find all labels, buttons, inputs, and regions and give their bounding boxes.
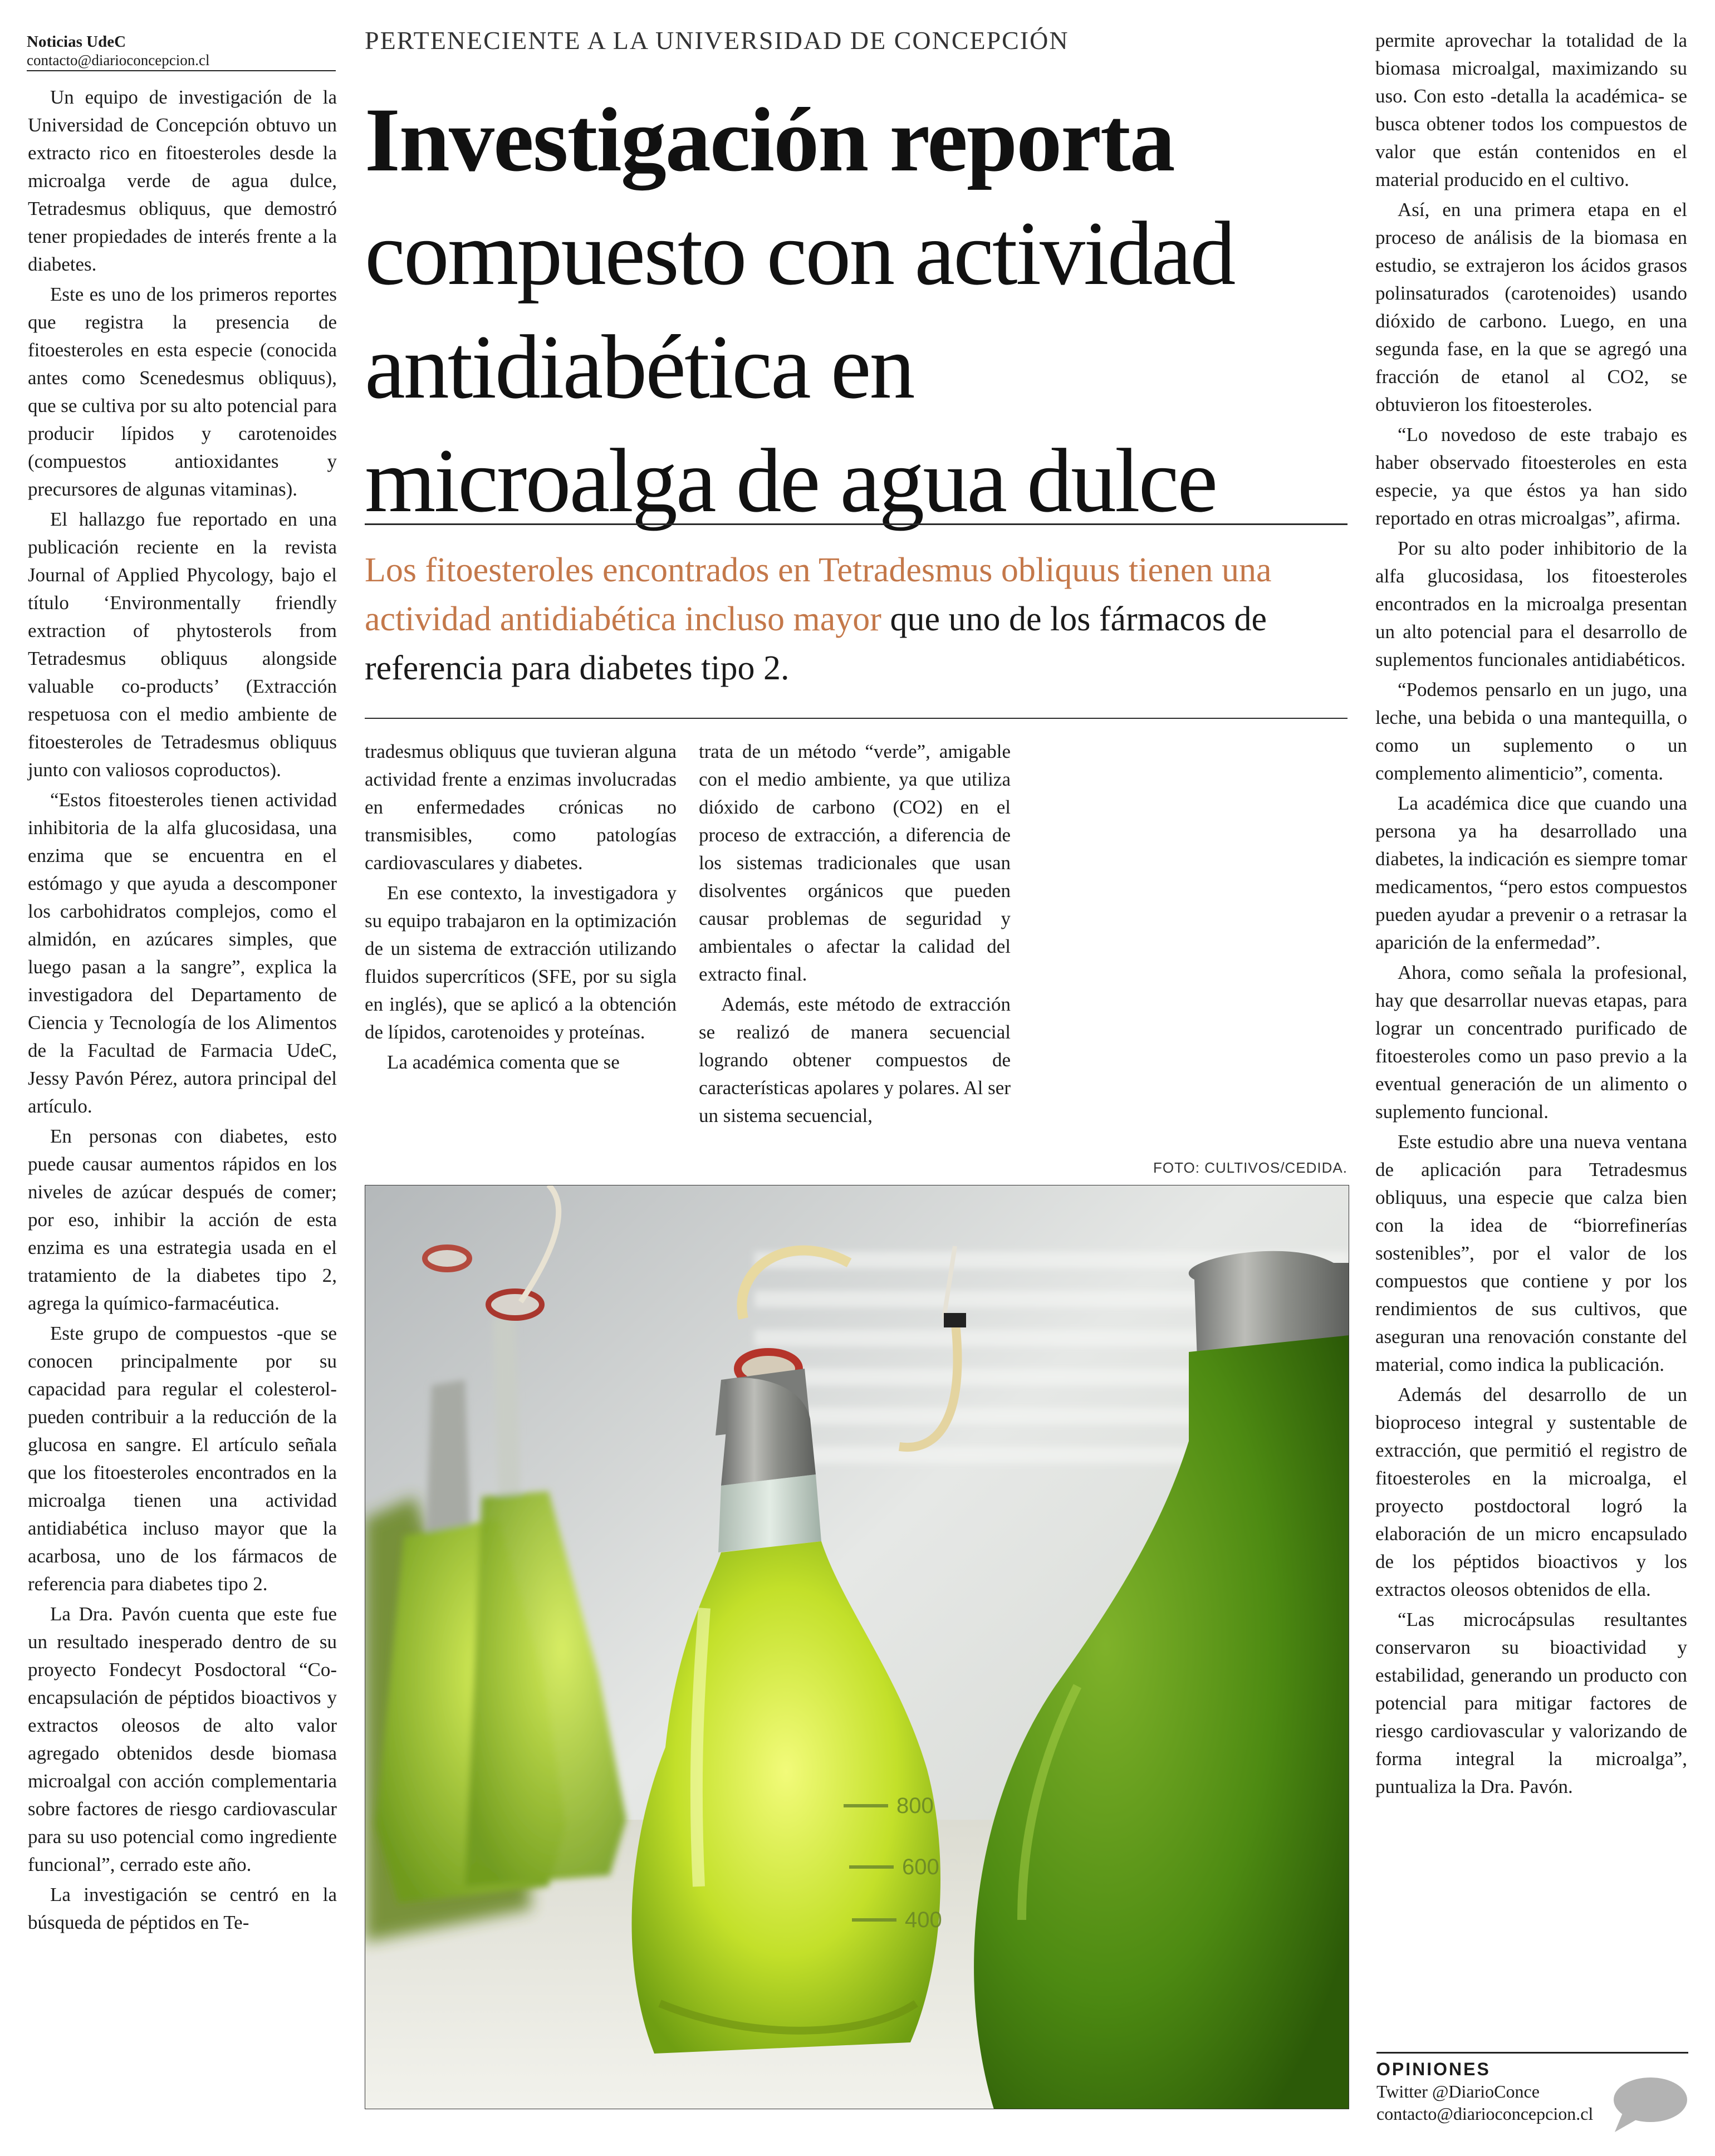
- paragraph: La académica comenta que se: [387, 1051, 620, 1073]
- flask-label-400: 400: [905, 1908, 942, 1932]
- headline: [365, 84, 1361, 538]
- deck-bottom-rule: [365, 718, 1347, 719]
- headline-line-1: Investigación reporta: [365, 90, 1174, 190]
- speech-bubble-icon: [1610, 2074, 1688, 2135]
- masthead-email[interactable]: contacto@diarioconcepcion.cl: [27, 52, 210, 68]
- body-column-middle-1: [365, 738, 677, 1079]
- paragraph: La académica dice que cuando una persona ya ha desarrollado una diabetes, la indicación es siempre tomar medicamentos, “pero estos compuestos pueden ayudar a prevenir o a retrasar la aparición de la enfermedad”.: [1375, 792, 1687, 953]
- section-name: Noticias UdeC: [27, 33, 126, 51]
- paragraph: Este es uno de los primeros reportes que registra la presencia de fitoesteroles en esta especie (conocida antes como Scenedesmus obliquus), que se cultiva por su alto potencial para producir lípidos y carotenoides (compuestos antioxidantes y precursores de algunas vitaminas).: [28, 283, 337, 500]
- headline-line-3: antidiabética en: [365, 317, 914, 418]
- paragraph: “Las microcápsulas resultantes conservaron su bioactividad y estabilidad, generando un producto con potencial para mitigar factores de riesgo cardiovascular y valorizando de forma integral la microalga”, puntualiza la Dra. Pavón.: [1375, 1609, 1687, 1797]
- paragraph: La Dra. Pavón cuenta que este fue un resultado inesperado dentro de su proyecto Fondecyt Posdoctoral “Co-encapsulación de péptidos bioactivos y extractos oleosos de alto valor agregado obtenidos desde biomasa microalgal con acción complementaria sobre factores de riesgo cardiovascular para su uso potencial como ingrediente funcional”, cerrado este año.: [28, 1603, 337, 1875]
- deck-rest: que uno de los fármacos de referencia para diabetes tipo 2.: [365, 600, 1267, 687]
- deck-top-rule: [365, 523, 1347, 525]
- headline-line-4: microalga de agua dulce: [365, 430, 1217, 531]
- deck: [365, 546, 1361, 693]
- deck-highlight: Los fitoesteroles encontrados en Tetradesmus obliquus tienen una actividad antidiabética incluso mayor: [365, 551, 1272, 638]
- masthead: [27, 32, 336, 71]
- opinion-email[interactable]: contacto@diarioconcepcion.cl: [1376, 2104, 1594, 2124]
- headline-line-2: compuesto con actividad: [365, 203, 1234, 304]
- masthead-rule: [27, 70, 336, 71]
- paragraph: Un equipo de investigación de la Universidad de Concepción obtuvo un extracto rico en fitoesteroles desde la microalga verde de agua dulce, Tetradesmus obliquus, que demostró tener propiedades de interés frente a la diabetes.: [28, 86, 337, 275]
- paragraph: La investigación se centró en la búsqueda de péptidos en Te-: [28, 1884, 337, 1933]
- opinion-box: [1376, 2052, 1688, 2125]
- opinion-rule: [1376, 2052, 1688, 2054]
- flask-label-600: 600: [902, 1855, 939, 1879]
- opinion-twitter[interactable]: Twitter @DiarioConce: [1376, 2081, 1540, 2101]
- paragraph: trata de un método “verde”, amigable con el medio ambiente, ya que utiliza dióxido de carbono (CO2) en el proceso de extracción, a diferencia de los sistemas tradicionales que usan disolventes orgánicos que pueden causar problemas de seguridad y ambientales o afectar la calidad del extracto final.: [699, 741, 1011, 985]
- kicker: PERTENECIENTE A LA UNIVERSIDAD DE CONCEPCIÓN: [365, 26, 1069, 55]
- paragraph: permite aprovechar la totalidad de la biomasa microalgal, maximizando su uso. Con esto -detalla la académica- se busca obtener todos los compuestos de valor que están contenidos en el material producido en el cultivo.: [1375, 30, 1687, 190]
- paragraph: Este grupo de compuestos -que se conocen principalmente por su capacidad para regular el colesterol- pueden contribuir a la reducción de la glucosa en sangre. El artículo señala que los fitoesteroles encontrados en la microalga tienen una actividad antidiabética incluso mayor que la acarbosa, uno de los fármacos de referencia para diabetes tipo 2.: [28, 1322, 337, 1595]
- paragraph: Este estudio abre una nueva ventana de aplicación para Tetradesmus obliquus, una especie que calza bien con la idea de “biorrefinerías sostenibles”, por el valor de los compuestos que contiene y por los rendimientos de sus cultivos, que aseguran una renovación constante del material, como indica la publicación.: [1375, 1131, 1687, 1375]
- paragraph: tradesmus obliquus que tuvieran alguna actividad frente a enzimas involucradas en enfermedades crónicas no transmisibles, como patologías cardiovasculares y diabetes.: [365, 741, 677, 874]
- opinion-title: OPINIONES: [1376, 2059, 1491, 2079]
- paragraph: El hallazgo fue reportado en una publicación reciente en la revista Journal of Applied Phycology, bajo el título ‘Environmentally friendly extraction of phytosterols from Tetradesmus obliquus alongside valuable co-products’ (Extracción respetuosa con el medio ambiente de fitoesteroles de Tetradesmus obliquus junto con valiosos coproductos).: [28, 508, 337, 781]
- photo-credit: FOTO: CULTIVOS/CEDIDA.: [1153, 1159, 1347, 1176]
- paragraph: Así, en una primera etapa en el proceso de análisis de la biomasa en estudio, se extrajeron los ácidos grasos polinsaturados (carotenoides) usando dióxido de carbono. Luego, en una segunda fase, en la que se agregó una fracción de etanol al CO2, se obtuvieron los fitoesteroles.: [1375, 199, 1687, 415]
- paragraph: Además, este método de extracción se realizó de manera secuencial logrando obtener compuestos de características apolares y polares. Al ser un sistema secuencial,: [699, 993, 1011, 1126]
- flask-label-800: 800: [896, 1794, 934, 1818]
- paragraph: Por su alto poder inhibitorio de la alfa glucosidasa, los fitoesteroles encontrados en la microalga presentan un alto potencial para el desarrollo de suplementos funcionales antidiabéticos.: [1375, 537, 1687, 670]
- body-column-right: [1375, 27, 1687, 1803]
- paragraph: “Estos fitoesteroles tienen actividad inhibitoria de la alfa glucosidasa, una enzima que se encuentra en el estómago y que ayuda a descomponer los carbohidratos complejos, como el almidón, en azúcares simples, que luego pasan a la sangre”, explica la investigadora del Departamento de Ciencia y Tecnología de los Alimentos de la Facultad de Farmacia UdeC, Jessy Pavón Pérez, autora principal del artículo.: [28, 789, 337, 1117]
- paragraph: “Podemos pensarlo en un jugo, una leche, una bebida o una mantequilla, o como un suplemento o un complemento alimenticio”, comenta.: [1375, 679, 1687, 784]
- photo-algae-flasks: [365, 1185, 1349, 2109]
- paragraph: En personas con diabetes, esto puede causar aumentos rápidos en los niveles de azúcar después de comer; por eso, inhibir la acción de esta enzima es una estrategia usada en el tratamiento de la diabetes tipo 2, agrega la químico-farmacéutica.: [28, 1125, 337, 1314]
- paragraph: Ahora, como señala la profesional, hay que desarrollar nuevas etapas, para lograr un concentrado purificado de fitoesteroles como un paso previo a la eventual generación de un alimento o suplemento funcional.: [1375, 962, 1687, 1123]
- body-column-middle-2: [699, 738, 1011, 1132]
- paragraph: Además del desarrollo de un bioproceso integral y sustentable de extracción, que permitió el registro de fitoesteroles en la microalga, el proyecto postdoctoral logró la elaboración de un micro encapsulado de los péptidos bioactivos y los extractos oleosos obtenidos de ella.: [1375, 1384, 1687, 1600]
- paragraph: “Lo novedoso de este trabajo es haber observado fitoesteroles en esta especie, ya que éstos ya han sido reportado en otras microalgas”, afirma.: [1375, 424, 1687, 529]
- paragraph: En ese contexto, la investigadora y su equipo trabajaron en la optimización de un sistema de extracción utilizando fluidos supercríticos (SFE, por su sigla en inglés), que se aplicó a la obtención de lípidos, carotenoides y proteínas.: [365, 882, 677, 1043]
- body-column-left: [28, 84, 337, 1939]
